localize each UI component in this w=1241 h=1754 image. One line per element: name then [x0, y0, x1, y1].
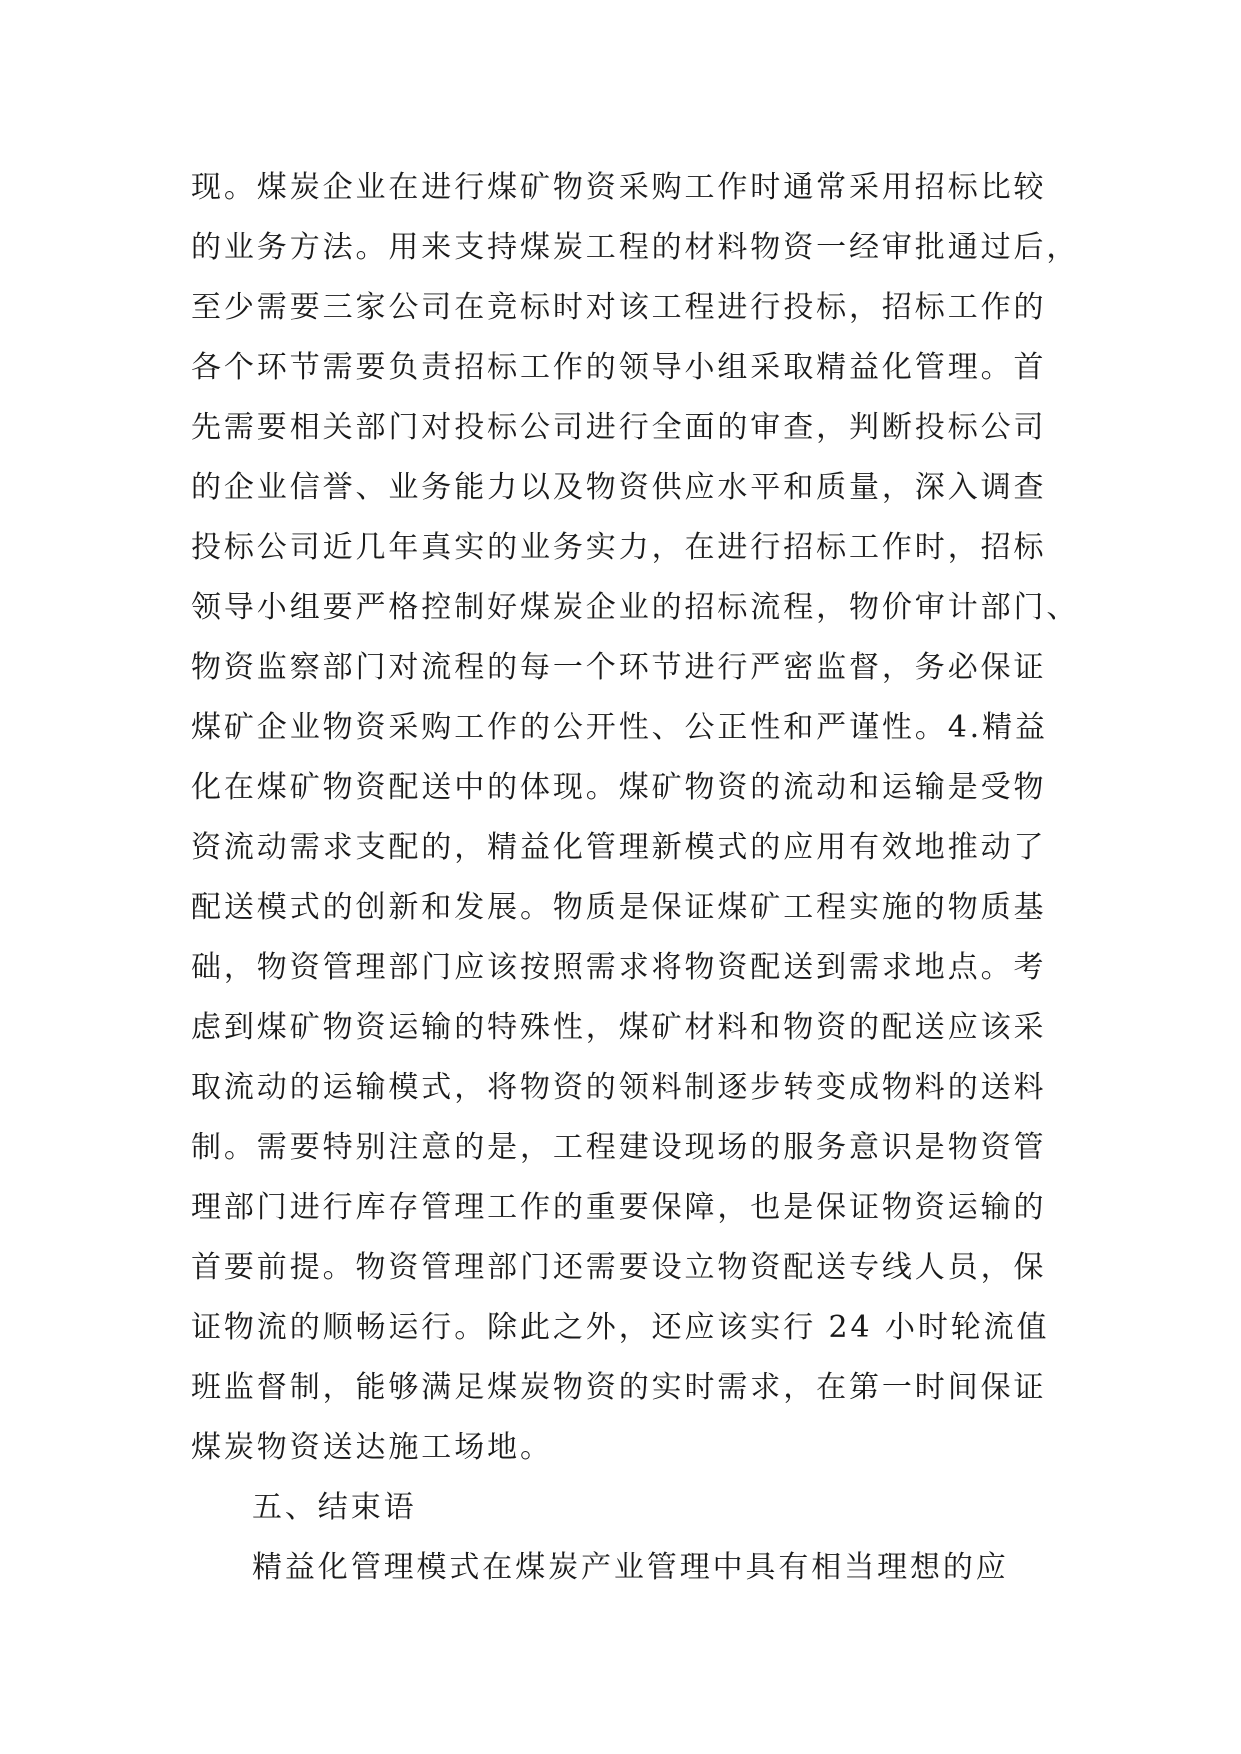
body-text-line: 制。需要特别注意的是，工程建设现场的服务意识是物资管 — [191, 1130, 1047, 1165]
body-text-line: 资流动需求支配的，精益化管理新模式的应用有效地推动了 — [191, 830, 1047, 865]
body-text-line: 至少需要三家公司在竞标时对该工程进行投标，招标工作的 — [191, 290, 1047, 325]
body-text-line: 煤矿企业物资采购工作的公开性、公正性和严谨性。4.精益 — [191, 710, 1048, 745]
body-text-line: 配送模式的创新和发展。物质是保证煤矿工程实施的物质基 — [191, 890, 1047, 925]
body-text-line: 先需要相关部门对投标公司进行全面的审查，判断投标公司 — [191, 410, 1047, 445]
body-text-line: 煤炭物资送达施工场地。 — [191, 1430, 553, 1465]
body-text-line: 化在煤矿物资配送中的体现。煤矿物资的流动和运输是受物 — [191, 770, 1047, 805]
body-text-line: 物资监察部门对流程的每一个环节进行严密监督，务必保证 — [191, 650, 1047, 685]
body-text-line: 取流动的运输模式，将物资的领料制逐步转变成物料的送料 — [191, 1070, 1047, 1105]
body-text-line: 的企业信誉、业务能力以及物资供应水平和质量，深入调查 — [191, 470, 1047, 505]
body-text-line: 班监督制，能够满足煤炭物资的实时需求，在第一时间保证 — [191, 1370, 1047, 1405]
body-text-line: 理部门进行库存管理工作的重要保障，也是保证物资运输的 — [191, 1190, 1047, 1225]
body-text-line: 的业务方法。用来支持煤炭工程的材料物资一经审批通过后， — [191, 230, 1080, 265]
body-text-line: 各个环节需要负责招标工作的领导小组采取精益化管理。首 — [191, 350, 1047, 385]
body-text-line: 虑到煤矿物资运输的特殊性，煤矿材料和物资的配送应该采 — [191, 1010, 1047, 1045]
final-paragraph-line: 精益化管理模式在煤炭产业管理中具有相当理想的应 — [252, 1550, 1009, 1585]
section-heading: 五、结束语 — [252, 1490, 417, 1525]
body-text-line: 领导小组要严格控制好煤炭企业的招标流程，物价审计部门、 — [191, 590, 1080, 625]
body-text-line: 现。煤炭企业在进行煤矿物资采购工作时通常采用招标比较 — [191, 170, 1047, 205]
body-text-line: 投标公司近几年真实的业务实力，在进行招标工作时，招标 — [191, 530, 1047, 565]
body-text-line: 础，物资管理部门应该按照需求将物资配送到需求地点。考 — [191, 950, 1047, 985]
body-text-line: 首要前提。物资管理部门还需要设立物资配送专线人员，保 — [191, 1250, 1047, 1285]
body-text-line: 证物流的顺畅运行。除此之外，还应该实行 24 小时轮流值 — [191, 1310, 1050, 1345]
